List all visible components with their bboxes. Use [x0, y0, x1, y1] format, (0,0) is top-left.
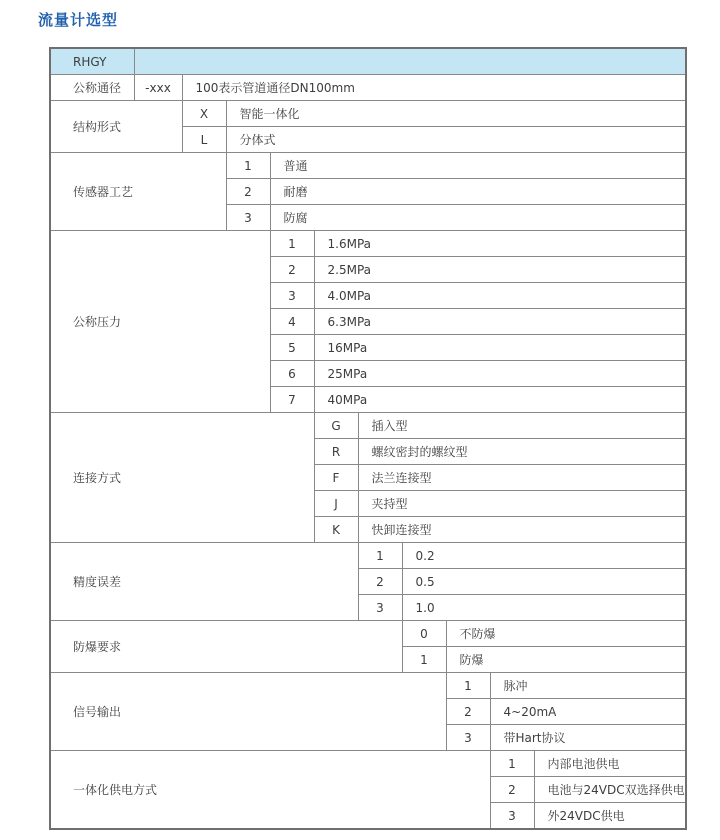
option-code-cell: G	[314, 413, 358, 439]
option-code-cell: 6	[270, 361, 314, 387]
option-code-cell: X	[182, 101, 226, 127]
option-code-cell: 1	[402, 647, 446, 673]
option-desc-cell: 耐磨	[270, 179, 686, 205]
option-code-cell: 2	[226, 179, 270, 205]
option-desc-cell: 螺纹密封的螺纹型	[358, 439, 686, 465]
page-title: 流量计选型	[38, 11, 119, 29]
option-desc-cell: 1.6MPa	[314, 231, 686, 257]
option-desc-cell: 25MPa	[314, 361, 686, 387]
table-row	[50, 153, 686, 179]
option-code-cell: 1	[358, 543, 402, 569]
option-desc-cell: 0.5	[402, 569, 686, 595]
option-code-cell: 3	[490, 803, 534, 830]
option-desc-cell: 不防爆	[446, 621, 686, 647]
option-desc-cell: 插入型	[358, 413, 686, 439]
option-code-cell: 2	[358, 569, 402, 595]
option-code-cell: 3	[358, 595, 402, 621]
group-explosion-proof-label: 防爆要求	[50, 621, 402, 673]
option-code-cell: 5	[270, 335, 314, 361]
group-signal-output-label: 信号输出	[50, 673, 446, 751]
option-code-cell: 0	[402, 621, 446, 647]
option-code-cell: 2	[446, 699, 490, 725]
option-code-cell: 1	[226, 153, 270, 179]
option-desc-cell: 电池与24VDC双选择供电	[534, 777, 686, 803]
option-desc-cell: 普通	[270, 153, 686, 179]
model-code-cell: RHGY	[50, 48, 134, 75]
option-code-cell: 1	[490, 751, 534, 777]
model-code-row	[50, 48, 686, 75]
option-code-cell: 2	[270, 257, 314, 283]
option-desc-cell: 4~20mA	[490, 699, 686, 725]
option-code-cell: 1	[446, 673, 490, 699]
option-desc-cell: 防爆	[446, 647, 686, 673]
option-desc-cell: 1.0	[402, 595, 686, 621]
option-code-cell: L	[182, 127, 226, 153]
option-code-cell: K	[314, 517, 358, 543]
group-power-supply-mode-label: 一体化供电方式	[50, 751, 490, 830]
option-desc-cell: 智能一体化	[226, 101, 686, 127]
table-row	[50, 673, 686, 699]
option-desc-cell: 16MPa	[314, 335, 686, 361]
option-desc-cell: 6.3MPa	[314, 309, 686, 335]
option-code-cell: 1	[270, 231, 314, 257]
option-desc-cell: 40MPa	[314, 387, 686, 413]
option-desc-cell: 分体式	[226, 127, 686, 153]
option-desc-cell: 夹持型	[358, 491, 686, 517]
option-desc-cell: 脉冲	[490, 673, 686, 699]
group-connection-type-label: 连接方式	[50, 413, 314, 543]
table-row	[50, 413, 686, 439]
option-desc-cell: 100表示管道通径DN100mm	[182, 75, 686, 101]
option-code-cell: 7	[270, 387, 314, 413]
option-code-cell: J	[314, 491, 358, 517]
option-code-cell: 3	[446, 725, 490, 751]
option-desc-cell: 防腐	[270, 205, 686, 231]
option-desc-cell: 2.5MPa	[314, 257, 686, 283]
option-code-cell: 2	[490, 777, 534, 803]
option-code-cell: -xxx	[134, 75, 182, 101]
option-code-cell: 4	[270, 309, 314, 335]
table-row	[50, 101, 686, 127]
model-code-spacer	[134, 48, 686, 75]
group-accuracy-error-label: 精度误差	[50, 543, 358, 621]
option-code-cell: F	[314, 465, 358, 491]
option-code-cell: 3	[270, 283, 314, 309]
option-desc-cell: 带Hart协议	[490, 725, 686, 751]
option-desc-cell: 0.2	[402, 543, 686, 569]
table-row	[50, 231, 686, 257]
option-code-cell: R	[314, 439, 358, 465]
model-selection-table	[49, 47, 687, 830]
table-row	[50, 543, 686, 569]
table-row	[50, 751, 686, 777]
option-desc-cell: 内部电池供电	[534, 751, 686, 777]
group-sensor-process-label: 传感器工艺	[50, 153, 226, 231]
option-desc-cell: 4.0MPa	[314, 283, 686, 309]
option-desc-cell: 法兰连接型	[358, 465, 686, 491]
option-code-cell: 3	[226, 205, 270, 231]
option-desc-cell: 外24VDC供电	[534, 803, 686, 830]
table-row	[50, 75, 686, 101]
option-desc-cell: 快卸连接型	[358, 517, 686, 543]
group-nominal-pressure-label: 公称压力	[50, 231, 270, 413]
group-nominal-diameter-label: 公称通径	[50, 75, 134, 101]
table-row	[50, 621, 686, 647]
group-structure-type-label: 结构形式	[50, 101, 182, 153]
